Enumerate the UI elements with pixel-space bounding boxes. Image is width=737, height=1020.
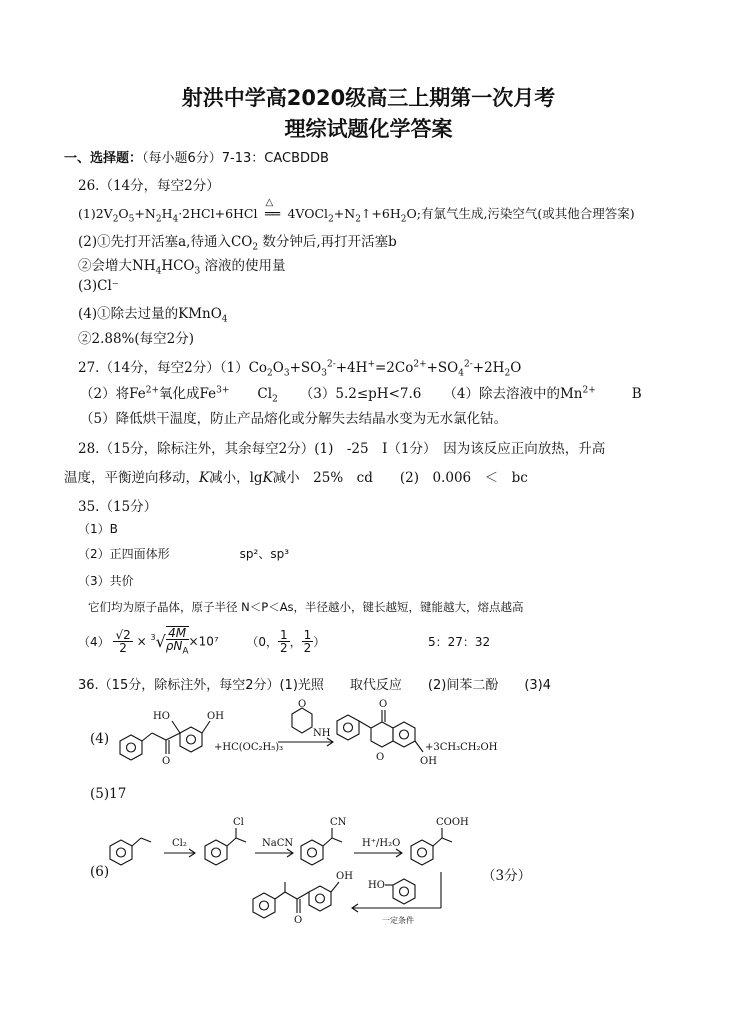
svg-text:HO: HO (368, 880, 385, 891)
q27-line3: （5）降低烘干温度，防止产品熔化或分解失去结晶水变为无水氯化钴。 (80, 411, 508, 427)
svg-text:OH: OH (336, 871, 353, 882)
q27-line1: 27.（14分，每空2分）$(1)Co_2O_3+SO_3^{2-}+4H^+=2Co^{2+}+SO_4^{2-}+2H_2O$ (78, 359, 522, 379)
q36-6-score: （3分） (482, 868, 532, 884)
svg-text:OH: OH (207, 711, 224, 722)
q35-line3: （3）共价 (78, 574, 134, 588)
q35-line1: （1）B (78, 522, 118, 536)
svg-text:Cl: Cl (233, 817, 244, 828)
q36-line5: (5)17 (90, 786, 127, 802)
page-subtitle: 理综试题化学答案 (284, 117, 453, 141)
svg-text:O: O (379, 699, 388, 710)
q36-6-label: (6) (90, 864, 110, 880)
svg-text:一定条件: 一定条件 (382, 916, 414, 925)
q26-line6: ②2.88%(每空2分) (78, 331, 195, 347)
page-title: 射洪中学高2020级高三上期第一次月考 (181, 86, 556, 110)
q26-head: 26.（14分，每空2分） (78, 178, 220, 194)
svg-text:NaCN: NaCN (262, 838, 294, 849)
q35-line4: 它们均为原子晶体，原子半径 N＜P＜As，半径越小，键长越短，键能越大，熔点越高 (88, 600, 524, 614)
q35-line2: （2）正四面体形 sp²、sp³ (78, 547, 290, 561)
svg-text:O: O (376, 752, 385, 763)
svg-text:O: O (298, 699, 307, 710)
svg-text:CN: CN (330, 817, 347, 828)
choice-label: 一、选择题： (64, 151, 143, 166)
q35-line5: （4） $\frac{√2}{2}$ × $^3$√ $\frac{4M}{\rho N_A}$ ×10⁷ （0， $\frac{1}{2}$ ， $\frac{1}{2}$ ） 5：27：32 (78, 626, 491, 657)
q26-line2: (2)①先打开活塞a,待通入$CO_2$ 数分钟后,再打开活塞b (78, 234, 397, 253)
svg-text:Cl₂: Cl₂ (172, 838, 187, 849)
svg-text:O: O (294, 915, 303, 926)
q27-line2: （2）将$Fe^{2+}$氧化成$Fe^{3+}$ $Cl_2$ （3）5.2≤pH<7.6 （4）除去溶液中的$Mn^{2+}$ B (80, 385, 642, 405)
svg-text:COOH: COOH (436, 817, 469, 828)
q26-line1: $(1)2V_2O_5+N_2H_4\cdot 2HCl+6HCl$ △ ══ $4VOCl_2+N_2↑+6H_2O$;有氯气生成,污染空气(或其他合理答案) (78, 197, 635, 225)
q28-line2: 温度，平衡逆向移动，K减小，lgK减小 25% cd (2) 0.006 ＜ bc (64, 470, 528, 486)
q26-line5: (4)①除去过量的KMnO$_4$ (78, 306, 228, 325)
svg-text:NH: NH (313, 728, 331, 739)
choice-answers: （每小题6分）7-13：CACBDDB (142, 151, 329, 166)
q28-line1: 28.（15分，除标注外，其余每空2分）(1) -25 I（1分） 因为该反应正向放热，升高 (78, 441, 606, 457)
svg-text:OH: OH (420, 756, 437, 767)
q26-line3: ②会增大$NH_4HCO_3$ 溶液的使用量 (78, 258, 286, 277)
svg-text:O: O (162, 756, 171, 767)
q36-4-label: (4) (90, 731, 110, 747)
svg-text:+3CH₃CH₂OH: +3CH₃CH₂OH (425, 742, 498, 753)
svg-text:+HC(OC₂H₅)₃: +HC(OC₂H₅)₃ (214, 742, 284, 753)
q26-line4: (3)Cl⁻ (78, 278, 119, 294)
svg-text:HO: HO (153, 711, 170, 722)
svg-text:H⁺/H₂O: H⁺/H₂O (362, 838, 401, 849)
q35-head: 35.（15分） (78, 499, 158, 515)
q36-line1: 36.（15分，除标注外，每空2分）(1)光照 取代反应 (2)间苯二酚 (3)4 (78, 678, 552, 693)
